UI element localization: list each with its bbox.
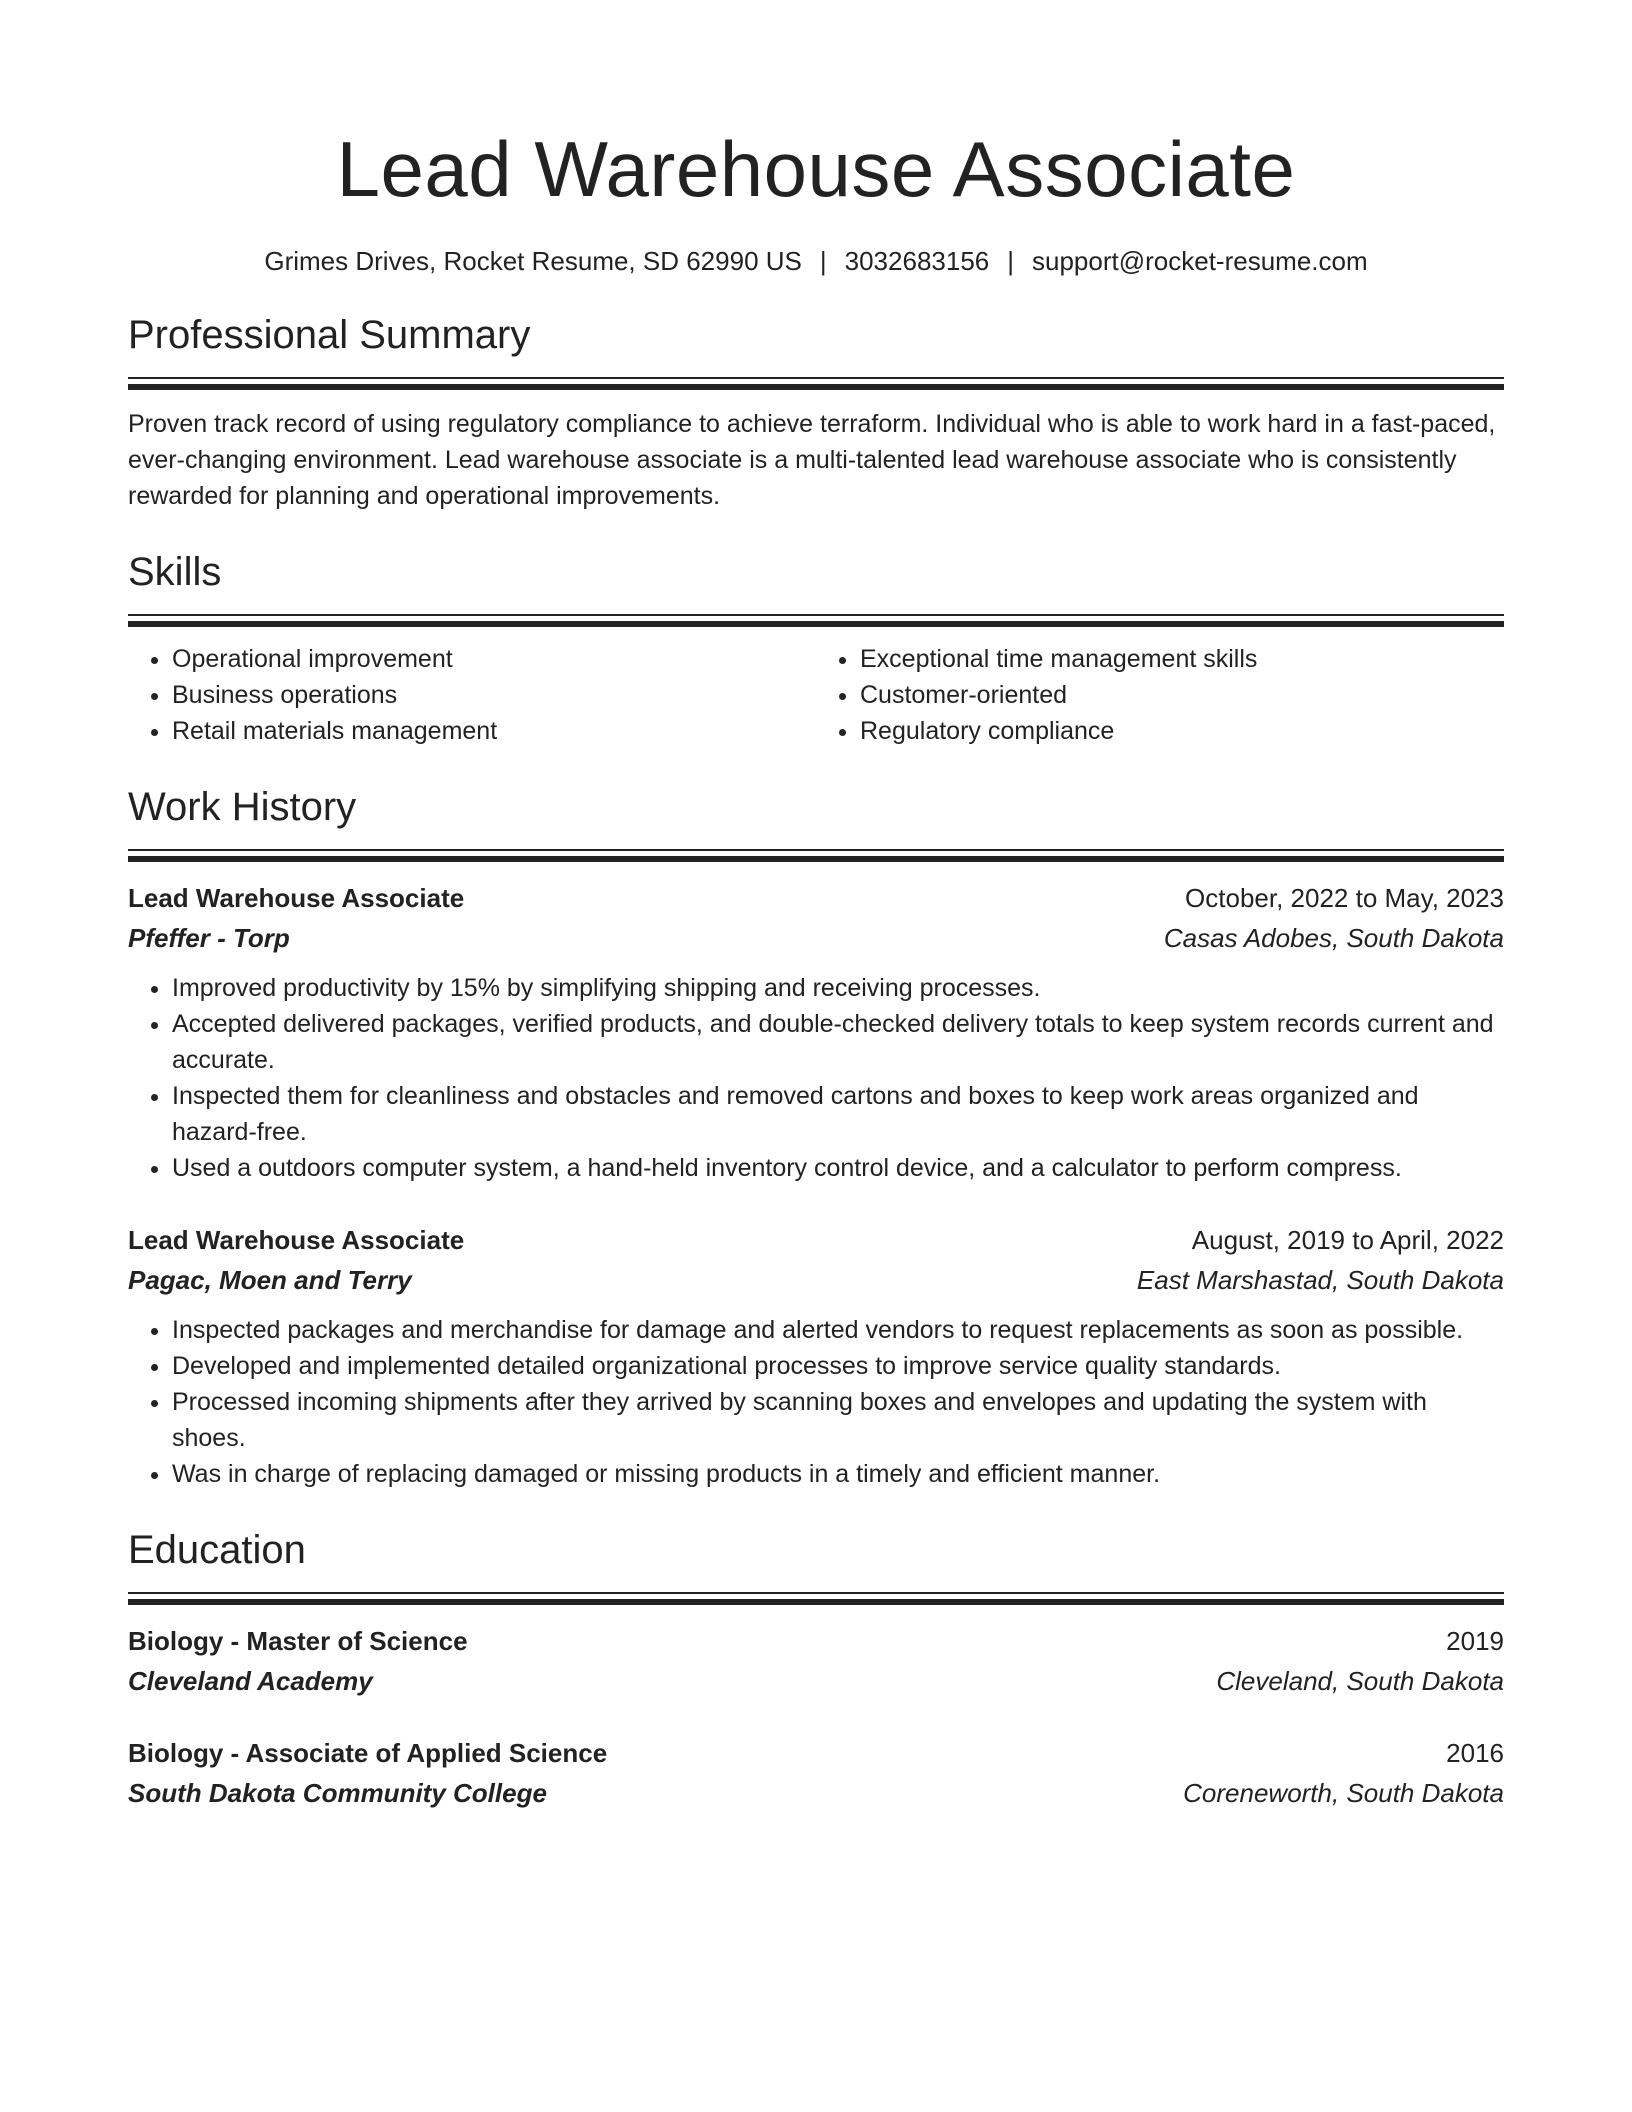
contact-line xyxy=(128,246,1504,277)
skills-list-right xyxy=(816,641,1504,749)
job-company: Pagac, Moen and Terry xyxy=(128,1265,412,1295)
resume-name: Lead Warehouse Associate xyxy=(336,125,1296,213)
contact-separator: | xyxy=(1007,246,1015,276)
education-entry xyxy=(128,1735,1504,1811)
contact-phone: 3032683156 xyxy=(844,246,990,276)
skill-item: • Customer-oriented xyxy=(860,677,1504,713)
section-divider xyxy=(128,377,1504,390)
job-bullet: • Processed incoming shipments after they arrived by scanning boxes and envelopes and updating the system with shoes. xyxy=(172,1384,1504,1456)
job-entry xyxy=(128,1222,1504,1492)
summary-text: Proven track record of using regulatory compliance to achieve terraform. Individual who is able to work hard in a fast-paced, ever-changing environment. Lead warehouse associate is a multi-talented lead warehouse associate who is consistently rewarded for planning and operational improvements. xyxy=(128,410,1496,510)
skill-item: • Exceptional time management skills xyxy=(860,641,1504,677)
education-school-row xyxy=(128,1663,1504,1699)
job-bullet: • Improved productivity by 15% by simplifying shipping and receiving processes. xyxy=(172,970,1504,1006)
education-location: Coreneworth, South Dakota xyxy=(1183,1778,1504,1808)
skills-list-left xyxy=(128,641,816,749)
job-title: Lead Warehouse Associate xyxy=(128,883,465,913)
section-heading-education: Education xyxy=(128,1528,306,1572)
education-section xyxy=(128,1530,1504,1811)
skill-item: • Business operations xyxy=(172,677,816,713)
education-year: 2016 xyxy=(1446,1738,1504,1768)
skill-item: • Operational improvement xyxy=(172,641,816,677)
job-bullet: • Was in charge of replacing damaged or missing products in a timely and efficient manner. xyxy=(172,1456,1504,1492)
section-heading-skills: Skills xyxy=(128,550,222,594)
skills-grid xyxy=(128,641,1504,749)
section-divider xyxy=(128,614,1504,627)
job-title-row xyxy=(128,1222,1504,1258)
education-degree-row xyxy=(128,1735,1504,1771)
section-divider xyxy=(128,1592,1504,1605)
skill-item: • Retail materials management xyxy=(172,713,816,749)
contact-separator: | xyxy=(819,246,827,276)
job-location: Casas Adobes, South Dakota xyxy=(1163,923,1504,953)
skill-item: • Regulatory compliance xyxy=(860,713,1504,749)
job-bullet: • Used a outdoors computer system, a hand-held inventory control device, and a calculator to perform compress. xyxy=(172,1150,1504,1186)
work-history-section xyxy=(128,787,1504,1492)
section-divider xyxy=(128,849,1504,862)
job-bullets xyxy=(128,970,1504,1186)
summary-section xyxy=(128,315,1504,514)
education-degree: Biology - Associate of Applied Science xyxy=(128,1738,608,1768)
job-title: Lead Warehouse Associate xyxy=(128,1225,465,1255)
education-year: 2019 xyxy=(1446,1626,1504,1656)
contact-email[interactable]: support@rocket-resume.com xyxy=(1032,246,1368,276)
education-school-row xyxy=(128,1775,1504,1811)
education-school: South Dakota Community College xyxy=(128,1778,547,1808)
section-heading-summary: Professional Summary xyxy=(128,313,531,357)
skills-section xyxy=(128,552,1504,749)
education-degree-row xyxy=(128,1623,1504,1659)
job-title-row xyxy=(128,880,1504,916)
section-heading-work-history: Work History xyxy=(128,785,357,829)
job-bullets xyxy=(128,1312,1504,1492)
job-bullet: • Inspected them for cleanliness and obstacles and removed cartons and boxes to keep work areas organized and hazard-free. xyxy=(172,1078,1504,1150)
job-company-row xyxy=(128,920,1504,956)
job-company: Pfeffer - Torp xyxy=(128,923,290,953)
job-bullet: • Inspected packages and merchandise for damage and alerted vendors to request replacements as soon as possible. xyxy=(172,1312,1504,1348)
education-degree: Biology - Master of Science xyxy=(128,1626,468,1656)
education-entry xyxy=(128,1623,1504,1699)
education-school: Cleveland Academy xyxy=(128,1666,373,1696)
job-dates: October, 2022 to May, 2023 xyxy=(1185,883,1504,913)
job-bullet: • Developed and implemented detailed organizational processes to improve service quality standards. xyxy=(172,1348,1504,1384)
job-entry xyxy=(128,880,1504,1186)
job-company-row xyxy=(128,1262,1504,1298)
job-dates: August, 2019 to April, 2022 xyxy=(1191,1225,1504,1255)
contact-address: Grimes Drives, Rocket Resume, SD 62990 US xyxy=(264,246,802,276)
education-location: Cleveland, South Dakota xyxy=(1216,1666,1504,1696)
job-location: East Marshastad, South Dakota xyxy=(1136,1265,1504,1295)
job-bullet: • Accepted delivered packages, verified products, and double-checked delivery totals to keep system records current and accurate. xyxy=(172,1006,1504,1078)
